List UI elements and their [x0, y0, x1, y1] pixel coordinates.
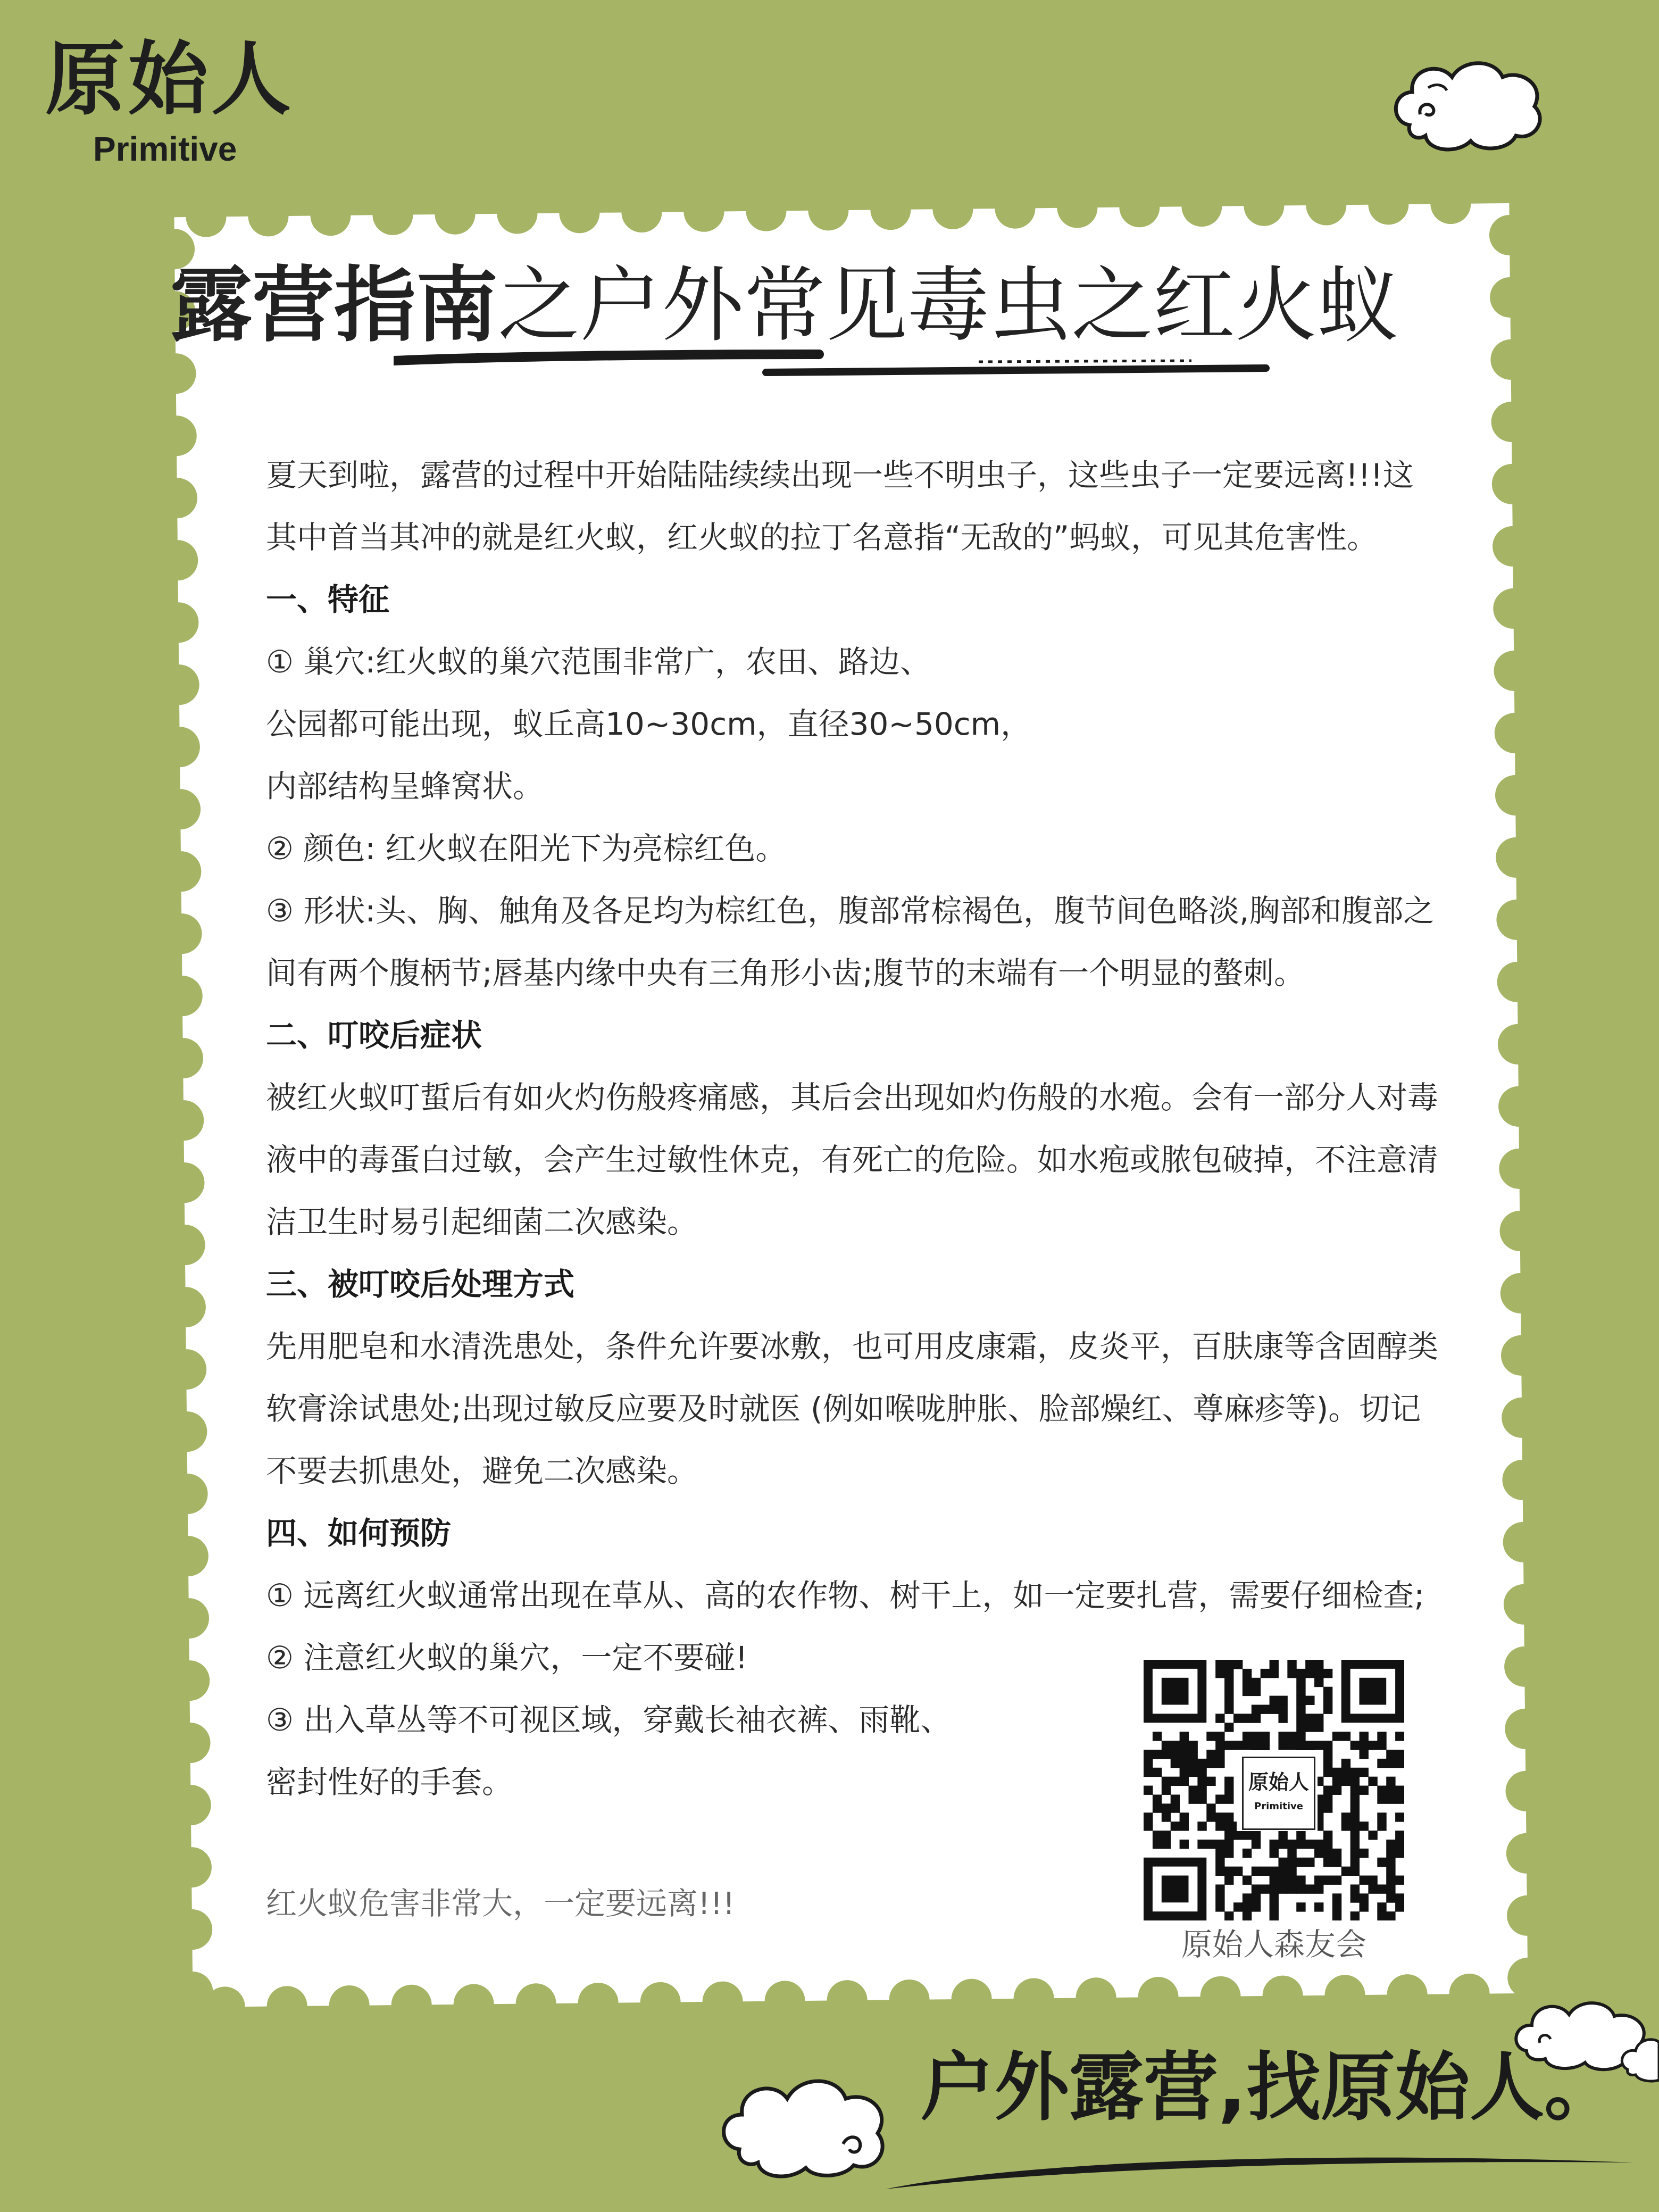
body-text-line: 不要去抓患处，避免二次感染。 — [266, 1453, 698, 1489]
qr-center-logo-en: Primitive — [1254, 1801, 1303, 1812]
slogan-underline-swoosh — [883, 2149, 1638, 2197]
body-text-line: ③ 形状:头、胸、触角及各足均为棕红色，腹部常棕褐色，腹节间色略淡,胸部和腹部之 — [266, 893, 1435, 929]
body-text-line: ① 巢穴:红火蚁的巢穴范围非常广，农田、路边、 — [266, 644, 931, 680]
article-body — [266, 444, 1439, 1814]
section-heading: 三、被叮咬后处理方式 — [266, 1266, 575, 1302]
cloud-icon — [1388, 56, 1548, 157]
body-text-line: 被红火蚁叮蜇后有如火灼伤般疼痛感，其后会出现如灼伤般的水疱。会有一部分人对毒 — [266, 1079, 1439, 1116]
body-text-line: ① 远离红火蚁通常出现在草从、高的农作物、树干上，如一定要扎营，需要仔细检查; — [266, 1577, 1424, 1614]
title-rest-part: 之户外常见毒虫之红火蚁 — [498, 258, 1399, 353]
qr-center-logo-cn: 原始人 — [1248, 1770, 1309, 1794]
brand-logo — [45, 34, 322, 168]
body-text-line: 公园都可能出现，蚁丘高10~30cm，直径30~50cm， — [266, 706, 1032, 742]
brand-name-cn: 原始人 — [45, 34, 295, 126]
body-text-line: 软膏涂试患处;出现过敏反应要及时就医 (例如喉咙肿胀、脸部燥红、尊麻疹等)。切记 — [266, 1391, 1421, 1427]
cloud-icon — [715, 2069, 891, 2181]
body-text-line: ③ 出入草丛等不可视区域，穿戴长袖衣裤、雨靴、 — [266, 1702, 952, 1738]
body-text-line: 液中的毒蛋白过敏，会产生过敏性休克，有死亡的危险。如水疱或脓包破掉，不注意清 — [266, 1142, 1439, 1178]
qr-center-logo — [1237, 1750, 1318, 1831]
title-underline-brush — [394, 340, 1271, 383]
section-heading: 四、如何预防 — [266, 1515, 452, 1551]
body-text-line: ② 颜色: 红火蚁在阳光下为亮棕红色。 — [266, 830, 787, 867]
body-text-line: 其中首当其冲的就是红火蚁，红火蚁的拉丁名意指“无敌的”蚂蚁，可见其危害性。 — [266, 519, 1378, 555]
section-heading: 一、特征 — [266, 581, 390, 618]
cloud-icon — [1617, 2032, 1659, 2085]
body-text-line: 间有两个腹柄节;唇基内缘中央有三角形小齿;腹节的末端有一个明显的螯刺。 — [266, 955, 1305, 991]
body-text-line: 内部结构呈蜂窝状。 — [266, 768, 544, 804]
footer-warning-note: 红火蚁危害非常大，一定要远离!!! — [266, 1885, 735, 1922]
section-heading: 二、叮咬后症状 — [266, 1017, 482, 1053]
brand-name-en: Primitive — [93, 130, 237, 168]
body-text-line: ② 注意红火蚁的巢穴，一定不要碰! — [266, 1640, 748, 1676]
body-text-line: 先用肥皂和水清洗患处，条件允许要冰敷，也可用皮康霜，皮炎平，百肤康等含固醇类 — [266, 1328, 1439, 1365]
body-text-line: 洁卫生时易引起细菌二次感染。 — [266, 1204, 698, 1240]
slogan: 户外露营,找原始人。 — [920, 2044, 1619, 2131]
title-bold-part: 露营指南 — [170, 258, 498, 353]
body-text-line: 密封性好的手套。 — [266, 1764, 513, 1800]
body-text-line: 夏天到啦，露营的过程中开始陆陆续续出现一些不明虫子，这些虫子一定要远离!!!这 — [266, 457, 1414, 493]
qr-label: 原始人森友会 — [1181, 1926, 1366, 1962]
